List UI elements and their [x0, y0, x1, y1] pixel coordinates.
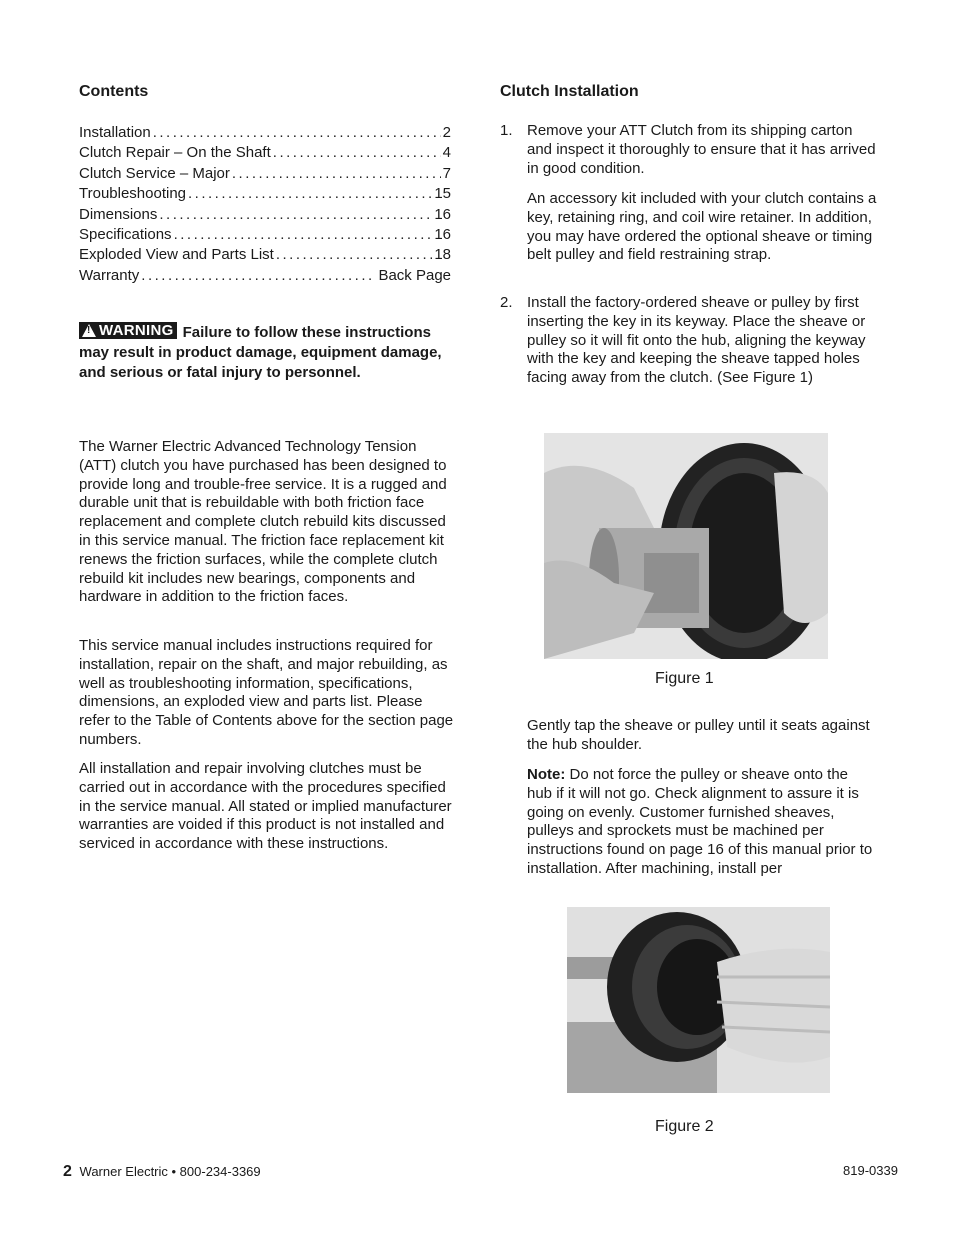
- warranty-paragraph: All installation and repair involving clutches must be carried out in accordance with the procedures specified in the service manual. All stated or implied manufacturer warranties are voided if this product is not installed and serviced in accordance with these instructions.: [79, 760, 452, 853]
- toc-page: 18: [434, 246, 451, 264]
- toc-page: 16: [434, 226, 451, 244]
- note-label: Note:: [527, 766, 566, 783]
- toc-label: Specifications: [79, 226, 172, 244]
- tap-instruction: Gently tap the sheave or pulley until it seats against the hub shoulder.: [527, 717, 870, 753]
- accessory-kit-text: An accessory kit included with your clutch contains a key, retaining ring, and coil wire retainer. In addition, you may have ordered the optional sheave or timing belt pulley and field restraining strap.: [527, 190, 877, 264]
- table-of-contents: [79, 123, 451, 286]
- toc-entry: [79, 123, 451, 143]
- toc-leader-dots: [159, 205, 432, 225]
- toc-label: Warranty: [79, 266, 140, 284]
- toc-leader-dots: [188, 184, 432, 204]
- toc-leader-dots: [174, 225, 433, 245]
- page-number: 2: [63, 1163, 72, 1180]
- warning-triangle-icon: [82, 324, 96, 337]
- figure-2-photo: [567, 907, 830, 1093]
- toc-label: Troubleshooting: [79, 185, 187, 203]
- document-number: 819-0339: [843, 1163, 898, 1178]
- contents-heading: Contents: [79, 83, 149, 100]
- clutch-installed-photo-icon: [567, 907, 830, 1093]
- toc-entry: [79, 205, 451, 225]
- toc-entry: [79, 225, 451, 245]
- note-paragraph: Note: Do not force the pulley or sheave onto the hub if it will not go. Check alignment to assure it is going on evenly. Customer furnished sheaves, pulleys and sprockets must be machined per instructions found on page 16 of this manual prior to installation. After machining, install per: [527, 766, 873, 877]
- toc-entry: [79, 143, 451, 163]
- toc-entry: [79, 184, 451, 204]
- toc-entry: [79, 164, 451, 184]
- step-1-text: Remove your ATT Clutch from its shipping carton and inspect it thoroughly to ensure that it has arrived in good condition.: [527, 122, 876, 177]
- toc-label: Clutch Service – Major: [79, 164, 230, 182]
- toc-page: 4: [442, 144, 451, 162]
- warning-block: [79, 322, 455, 383]
- toc-label: Dimensions: [79, 205, 158, 223]
- toc-leader-dots: [153, 123, 441, 143]
- toc-leader-dots: [232, 164, 441, 184]
- toc-page: 2: [442, 124, 451, 141]
- scope-paragraph: This service manual includes instructions required for installation, repair on the shaft, and major rebuilding, as well as troubleshooting information, specifications, dimensions, an exploded view and parts list. Please refer to the Table of Contents above for the section page numbers.: [79, 637, 454, 748]
- company-contact: Warner Electric • 800-234-3369: [79, 1164, 261, 1179]
- toc-page: 16: [434, 205, 451, 223]
- toc-entry: [79, 266, 451, 286]
- intro-paragraph: The Warner Electric Advanced Technology Tension (ATT) clutch you have purchased has been designed to provide long and trouble-free service. It is a rugged and durable unit that is rebuildable with both friction face replacement and complete clutch rebuild kits discussed in this service manual. The friction face replacement kit renews the friction surfaces, while the complete clutch rebuild kit includes new bearings, components and hardware in addition to the friction faces.: [79, 438, 447, 606]
- warning-text: Failure to follow these instructions may result in product damage, equipment damage, and serious or fatal injury to personnel.: [79, 324, 442, 381]
- toc-label: Clutch Repair – On the Shaft: [79, 144, 271, 162]
- page-footer-left: [63, 1163, 261, 1181]
- toc-page: 7: [442, 164, 451, 182]
- toc-page: 15: [434, 185, 451, 203]
- toc-entry: [79, 245, 451, 265]
- toc-page: Back Page: [378, 266, 451, 284]
- step-2-number: 2.: [500, 294, 513, 311]
- step-1-number: 1.: [500, 122, 513, 139]
- toc-leader-dots: [276, 245, 432, 265]
- toc-leader-dots: [273, 143, 441, 163]
- clutch-hub-photo-icon: [544, 433, 828, 659]
- toc-label: Exploded View and Parts List: [79, 246, 274, 264]
- toc-leader-dots: [141, 266, 376, 286]
- step-2-text: Install the factory-ordered sheave or pulley by first inserting the key in its keyway. Place the sheave or pulley so it will fit onto the hub, aligning the keyway with the key and keeping the sheave tapped holes facing away from the clutch. (See Figure 1): [527, 294, 866, 387]
- figure-1-caption: Figure 1: [655, 670, 714, 687]
- installation-heading: Clutch Installation: [500, 83, 639, 100]
- figure-1-photo: [544, 433, 828, 659]
- toc-label: Installation: [79, 124, 151, 141]
- figure-2-caption: Figure 2: [655, 1118, 714, 1135]
- warning-badge: ! WARNING: [79, 322, 177, 339]
